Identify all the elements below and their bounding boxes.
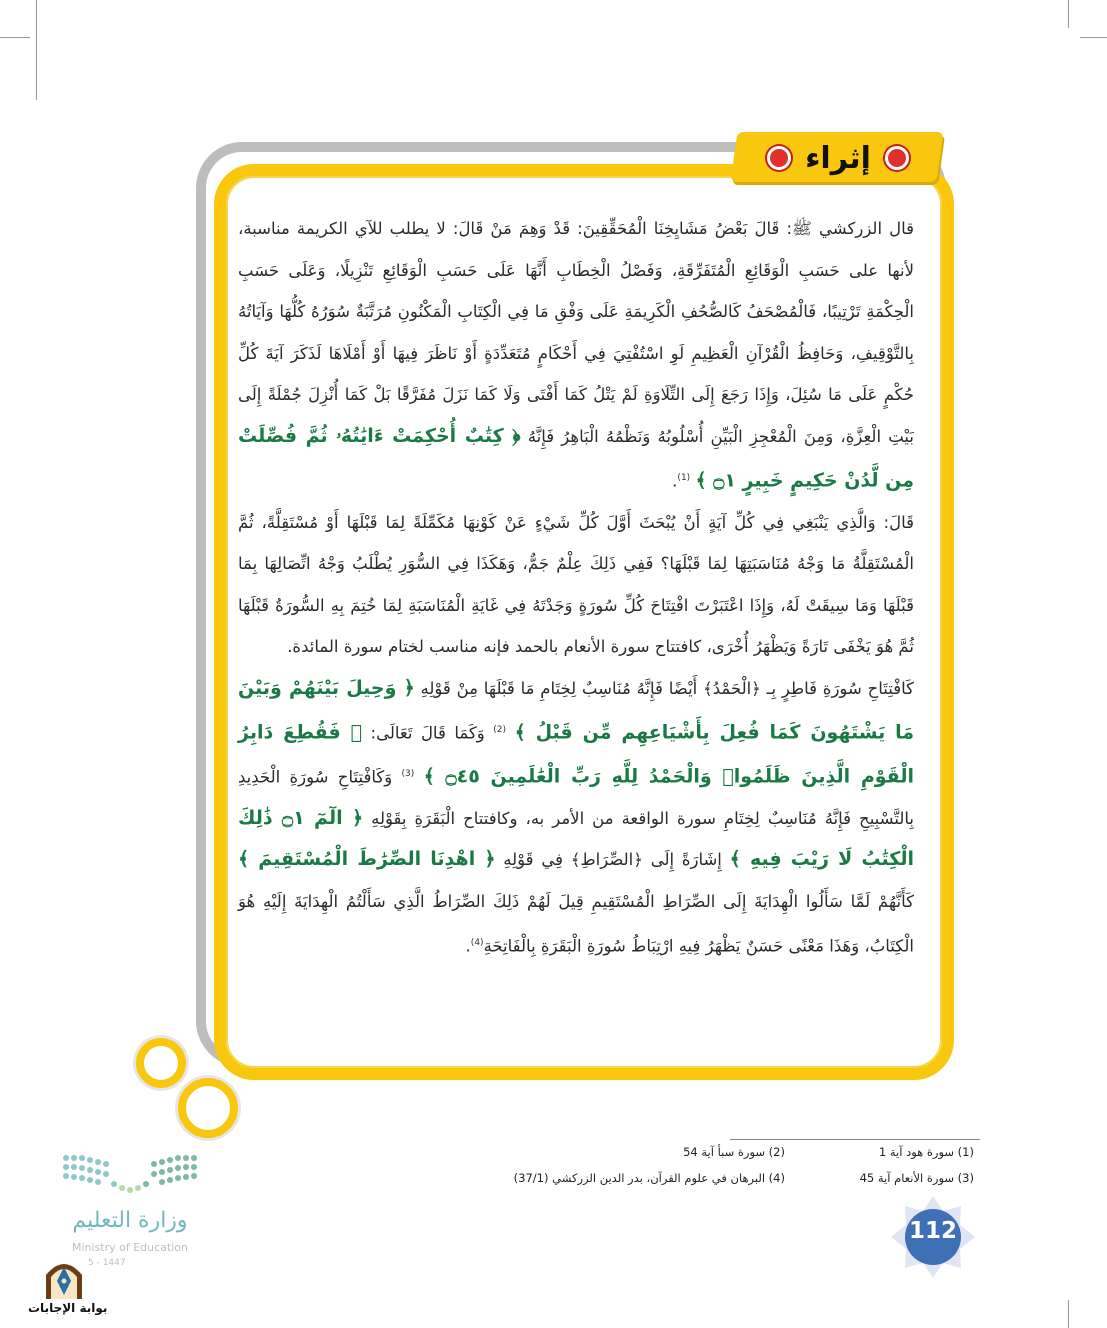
- paragraph-text: كَافْتِتَاحِ سُورَةِ فَاطِرٍ بِـ ﴿الْحَمْدُ﴾ أَيْضًا فَإِنَّهُ مُنَاسِبٌ لِخِتَامِ مَا قَبْلَهَا مِنْ قَوْلِهِ: [420, 679, 914, 699]
- paragraph-text: وَكَمَا قَالَ تَعَالَى:: [370, 723, 485, 743]
- crop-mark: [1080, 37, 1107, 38]
- crop-mark: [1068, 1300, 1069, 1328]
- crop-mark: [36, 0, 37, 100]
- ministry-logo-icon: [60, 1152, 200, 1200]
- decorative-ring: [178, 1078, 238, 1138]
- portal-label: بوابة الإجابات: [28, 1301, 108, 1315]
- ministry-name-english: Ministry of Education: [71, 1241, 188, 1254]
- footnote-3: (3) سورة الأنعام آية 45: [859, 1171, 974, 1185]
- footnote-1: (1) سورة هود آية 1: [878, 1145, 974, 1159]
- footnote-ref: (1): [677, 472, 691, 483]
- paragraph-text: قَالَ: وَالَّذِي يَنْبَغِي فِي كُلِّ آيَةٍ أَنْ يُبْحَثَ أَوَّلَ كُلِّ شَيْءٍ عَنْ كَوْنِهَا مُكَمِّلَةً لِمَا قَبْلَهَا أَوْ مُسْتَقِلَّةً، ثُمَّ الْمُسْتَقِلَّةُ مَا وَجْهُ مُنَاسَبَتِهَا لِمَا قَبْلَهَا؟ فَفِي ذَلِكَ عِلْمٌ جَمٌّ، وَهَكَذَا فِي السُّوَرِ يُطْلَبُ وَجْهُ اتِّصَالِهَا بِمَا قَبْلَهَا وَمَا سِيقَتْ لَهُ، وَإِذَا اعْتَبَرْتَ افْتِتَاحَ كُلِّ سُورَةٍ وَجَدْتَهُ فِي غَايَةِ الْمُنَاسَبَةِ لِمَا خُتِمَ بِهِ السُّورَةُ قَبْلَهَا ثُمَّ هُوَ يَخْفَى تَارَةً وَيَظْهَرُ أُخْرَى، كافتتاح سورة الأنعام بالحمد فإنه مناسب لختام سورة المائدة.: [238, 512, 914, 657]
- paragraph-text: كَأَنَّهُمْ لَمَّا سَأَلُوا الْهِدَايَةَ إِلَى الصِّرَاطِ الْمُسْتَقِيمِ قِيلَ لَهُمْ ذَلِكَ الصِّرَاطُ الَّذِي سَأَلْتُمُ الْهِدَايَةَ إِلَيْهِ هُوَ الْكِتَابُ، وَهَذَا مَعْنًى حَسَنٌ يَظْهَرُ فِيهِ ارْتِبَاطُ سُورَةِ الْبَقَرَةِ بِالْفَاتِحَةِ: [238, 892, 914, 956]
- footnote-ref: (4): [470, 937, 484, 948]
- footnote-ref: (3): [401, 768, 415, 779]
- edition-year: 5 - 1447: [88, 1258, 126, 1268]
- footnote-4: (4) البرهان في علوم القرآن، بدر الدين الزركشي (37/1): [513, 1171, 785, 1185]
- footnote-divider: [730, 1139, 980, 1140]
- quran-verse: ﴿ فَقُطِعَ دَابِرُ الْقَوْمِ الَّذِينَ ظَلَمُوا۟ وَالْحَمْدُ لِلَّهِ رَبِّ الْعَٰلَمِينَ ۝٤٥ ﴾: [238, 721, 915, 788]
- pen-nib-icon: [40, 1255, 88, 1303]
- quran-verse: ﴿ كِتَٰبٌ أُحْكِمَتْ ءَايَٰتُهُۥ ثُمَّ فُصِّلَتْ مِن لَّدُنْ حَكِيمٍ خَبِيرٍ ۝١ ﴾: [238, 424, 914, 492]
- quran-verse: ﴿ الٓمٓ ۝١ ذَٰلِكَ الْكِتَٰبُ لَا رَيْبَ فِيهِ ﴾: [238, 806, 914, 871]
- section-title: إثراء: [805, 140, 871, 176]
- red-dot-icon: [767, 146, 791, 170]
- footnote-ref: (2): [493, 724, 507, 735]
- paragraph-text: وَكَافْتِتَاحِ سُورَةِ الْحَدِيدِ بِالتَّسْبِيحِ فَإِنَّهُ مُنَاسِبٌ لِخِتَامِ سورة الواقعة من الأمر به، وكافتتاح الْبَقَرَةِ بِقَوْلِهِ: [238, 767, 914, 828]
- quran-verse: ﴿ اهْدِنَا الصِّرَٰطَ الْمُسْتَقِيمَ ﴾: [238, 848, 496, 871]
- crop-mark: [1068, 0, 1069, 28]
- footnote-2: (2) سورة سبأ آية 54: [683, 1145, 785, 1159]
- paragraph-3: كَافْتِتَاحِ سُورَةِ فَاطِرٍ بِـ ﴿الْحَمْدُ﴾ أَيْضًا فَإِنَّهُ مُنَاسِبٌ لِخِتَامِ مَا قَبْلَهَا مِنْ قَوْلِهِ ﴿ وَحِيلَ بَيْنَهُمْ وَبَيْنَ مَا يَشْتَهُونَ كَمَا فُعِلَ بِأَشْيَاعِهِم مِّن قَبْلُ ﴾ $^{(2)}$ وَكَمَا قَالَ تَعَالَى: ﴿ فَقُطِعَ دَابِرُ الْقَوْمِ الَّذِينَ ظَلَمُوا۟ وَالْحَمْدُ لِلَّهِ رَبِّ الْعَٰلَمِينَ ۝٤٥ ﴾ $^{(3)}$ وَكَافْتِتَاحِ سُورَةِ الْحَدِيدِ بِالتَّسْبِيحِ فَإِنَّهُ مُنَاسِبٌ لِخِتَامِ سورة الواقعة من الأمر به، وكافتتاح الْبَقَرَةِ بِقَوْلِهِ ﴿ الٓمٓ ۝١ ذَٰلِكَ الْكِتَٰبُ لَا رَيْبَ فِيهِ ﴾ إِشَارَةً إِلَى ﴿الصِّرَاطِ﴾ فِي قَوْلِهِ ﴿ اهْدِنَا الصِّرَٰطَ الْمُسْتَقِيمَ ﴾ كَأَنَّهُمْ لَمَّا سَأَلُوا الْهِدَايَةَ إِلَى الصِّرَاطِ الْمُسْتَقِيمِ قِيلَ لَهُمْ ذَلِكَ الصِّرَاطُ الَّذِي سَأَلْتُمُ الْهِدَايَةَ إِلَيْهِ هُوَ الْكِتَابُ، وَهَذَا مَعْنًى حَسَنٌ يَظْهَرُ فِيهِ ارْتِبَاطُ سُورَةِ الْبَقَرَةِ بِالْفَاتِحَةِ$^{(4)}$.: [238, 677, 915, 956]
- section-header: [744, 136, 932, 180]
- body-text: [238, 208, 914, 967]
- paragraph-text: قال الزركشي ﷺ: قَالَ بَعْضُ مَشَايِخِنَا الْمُحَقِّقِينَ: قَدْ وَهِمَ مَنْ قَالَ: لا يطلب للآي الكريمة مناسبة، لأنها على حَسَبِ الْوَقَائِعِ الْمُتَفَرِّقَةِ، وَفَصْلُ الْخِطَابِ أَنَّهَا عَلَى حَسَبِ الْوَقَائِعِ تَنْزِيلًا، وَعَلَى حَسَبِ الْحِكْمَةِ تَرْتِيبًا، فَالْمُصْحَفُ كَالصُّحُفِ الْكَرِيمَةِ عَلَى وَفْقِ مَا فِي الْكِتَابِ الْمَكْنُونِ مُرَتَّبَةٌ سُوَرُهُ كُلُّهَا وَآيَاتُهُ بِالتَّوْقِيفِ، وَحَافِظُ الْقُرْآنِ الْعَظِيمِ لَوِ اسْتُفْتِيَ فِي أَحْكَامٍ مُتَعَدِّدَةٍ أَوْ نَاظَرَ فِيهَا أَوْ أَمْلَاهَا لَذَكَرَ آيَةَ كُلِّ حُكْمٍ عَلَى مَا سُئِلَ، وَإِذَا رَجَعَ إِلَى التِّلَاوَةِ لَمْ يَتْلُ كَمَا أَفْتَى وَلَا كَمَا نَزَلَ مُفَرَّقًا بَلْ كَمَا أُنْزِلَ جُمْلَةً إِلَى بَيْتِ الْعِزَّةِ، وَمِنَ الْمُعْجِزِ الْبَيِّنِ أُسْلُوبُهُ وَنَظْمُهُ الْبَاهِرُ فَإِنَّهُ: [238, 219, 914, 446]
- decorative-ring: [136, 1038, 186, 1088]
- crop-mark: [0, 37, 30, 38]
- quran-verse: ﴿ وَحِيلَ بَيْنَهُمْ وَبَيْنَ مَا يَشْتَهُونَ كَمَا فُعِلَ بِأَشْيَاعِهِم مِّن قَبْلُ ﴾: [238, 677, 915, 744]
- page-number: 112: [908, 1218, 957, 1244]
- paragraph-text: إِشَارَةً إِلَى ﴿الصِّرَاطِ﴾ فِي قَوْلِهِ: [503, 850, 722, 870]
- ministry-name-arabic: وزارة التعليم: [72, 1208, 188, 1233]
- paragraph-1: قال الزركشي ﷺ: قَالَ بَعْضُ مَشَايِخِنَا الْمُحَقِّقِينَ: قَدْ وَهِمَ مَنْ قَالَ: لا يطلب للآي الكريمة مناسبة، لأنها على حَسَبِ الْوَقَائِعِ الْمُتَفَرِّقَةِ، وَفَصْلُ الْخِطَابِ أَنَّهَا عَلَى حَسَبِ الْوَقَائِعِ تَنْزِيلًا، وَعَلَى حَسَبِ الْحِكْمَةِ تَرْتِيبًا، فَالْمُصْحَفُ كَالصُّحُفِ الْكَرِيمَةِ عَلَى وَفْقِ مَا فِي الْكِتَابِ الْمَكْنُونِ مُرَتَّبَةٌ سُوَرُهُ كُلُّهَا وَآيَاتُهُ بِالتَّوْقِيفِ، وَحَافِظُ الْقُرْآنِ الْعَظِيمِ لَوِ اسْتُفْتِيَ فِي أَحْكَامٍ مُتَعَدِّدَةٍ أَوْ نَاظَرَ فِيهَا أَوْ أَمْلَاهَا لَذَكَرَ آيَةَ كُلِّ حُكْمٍ عَلَى مَا سُئِلَ، وَإِذَا رَجَعَ إِلَى التِّلَاوَةِ لَمْ يَتْلُ كَمَا أَفْتَى وَلَا كَمَا نَزَلَ مُفَرَّقًا بَلْ كَمَا أُنْزِلَ جُمْلَةً إِلَى بَيْتِ الْعِزَّةِ، وَمِنَ الْمُعْجِزِ الْبَيِّنِ أُسْلُوبُهُ وَنَظْمُهُ الْبَاهِرُ فَإِنَّهُ ﴿ كِتَٰبٌ أُحْكِمَتْ ءَايَٰتُهُۥ ثُمَّ فُصِّلَتْ مِن لَّدُنْ حَكِيمٍ خَبِيرٍ ۝١ ﴾ $^{(1)}$.: [238, 219, 914, 492]
- paragraph-2: [238, 502, 914, 668]
- red-dot-icon: [885, 146, 909, 170]
